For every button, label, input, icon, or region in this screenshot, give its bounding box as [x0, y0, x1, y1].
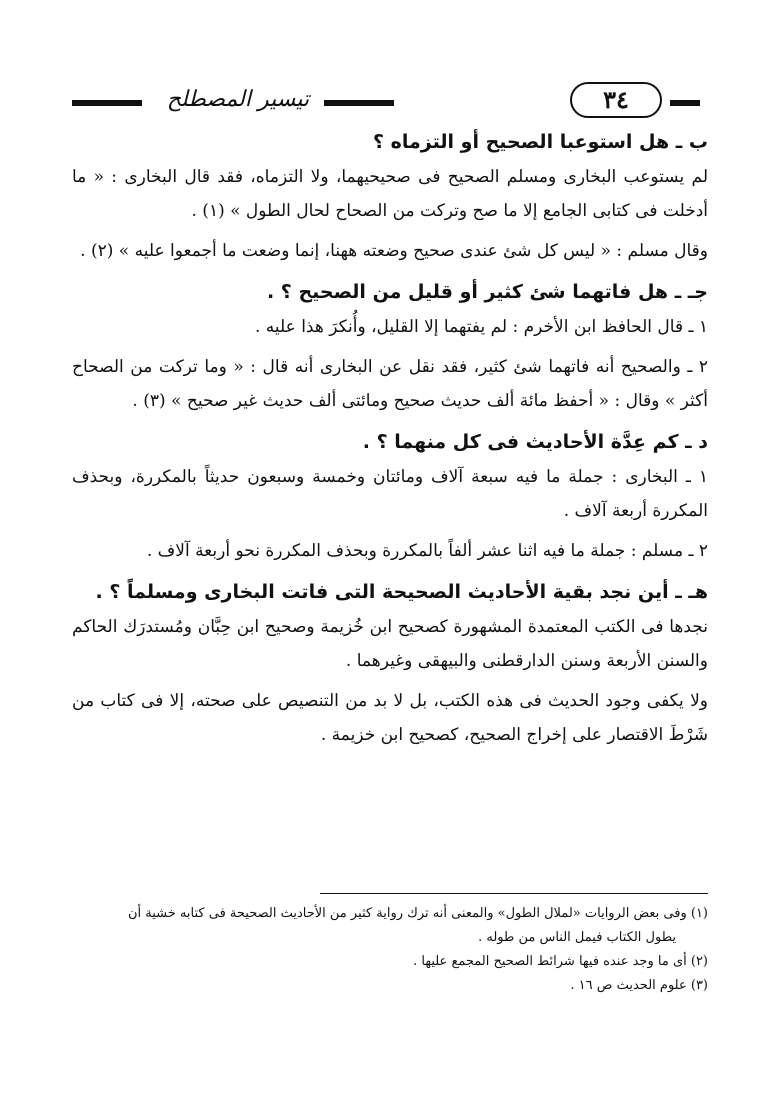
footnote-continuation: يطول الكتاب فيمل الناس من طوله . [478, 930, 676, 945]
section-heading: د ـ كم عِدَّة الأحاديث فى كل منهما ؟ . [362, 431, 708, 453]
page-header [72, 78, 700, 122]
section-heading: هـ ـ أين نجد بقية الأحاديث الصحيحة التى فاتت البخارى ومسلماً ؟ . [95, 581, 708, 603]
paragraph: ١ ـ قال الحافظ ابن الأخرم : لم يفتهما إلا القليل، وأُنكرَ هذا عليه . [254, 317, 708, 337]
page-number-badge: ٣٤ [570, 82, 662, 118]
paragraph: وقال مسلم : « ليس كل شئ عندى صحيح وضعته ههنا، إنما وضعت ما أجمعوا عليه » (٢) . [80, 241, 708, 261]
section-heading: جـ ـ هل فاتهما شئ كثير أو قليل من الصحيح ؟ . [266, 281, 708, 303]
paragraph: لم يستوعب البخارى ومسلم الصحيح فى صحيحيهما، ولا التزماه، فقد قال البخارى : « ما أدخلت فى كتابى الجامع إلا ما صح وتركت من الصحاح لحال الطول » (١) . [72, 167, 708, 221]
paragraph: ٢ ـ مسلم : جملة ما فيه اثنا عشر ألفاً بالمكررة وبحذف المكررة نحو أربعة آلاف . [146, 541, 708, 561]
section-d [72, 424, 708, 568]
paragraph: ١ ـ البخارى : جملة ما فيه سبعة آلاف ومائتان وخمسة وسبعون حديثاً بالمكررة، وبحذف المكررة أربعة آلاف . [72, 467, 708, 521]
paragraph: ولا يكفى وجود الحديث فى هذه الكتب، بل لا بد من التنصيص على صحته، إلا فى كتاب من شَرْطَ الاقتصار على إخراج الصحيح، كصحيح ابن خزيمة . [72, 691, 708, 745]
footnote: (١) وفى بعض الروايات «لملال الطول» والمعنى أنه ترك رواية كثير من الأحاديث الصحيحة فى كتابه خشية أن [128, 906, 708, 921]
footnote: (٣) علوم الحديث ص ١٦ . [570, 978, 708, 993]
footnotes [72, 902, 708, 998]
paragraph: ٢ ـ والصحيح أنه فاتهما شئ كثير، فقد نقل عن البخارى أنه قال : « وما تركت من الصحاح أكثر » وقال : « أحفظ مائة ألف حديث صحيح ومائتى ألف حديث غير صحيح » (٣) . [72, 357, 708, 411]
section-b [72, 124, 708, 268]
header-rule-middle [324, 100, 394, 106]
header-rule-right [670, 100, 700, 106]
footnote: (٢) أى ما وجد عنده فيها شرائط الصحيح المجمع عليها . [413, 954, 708, 969]
header-rule-left [72, 100, 142, 106]
paragraph: نجدها فى الكتب المعتمدة المشهورة كصحيح ابن خُزيمة وصحيح ابن حِبَّان ومُستدرَك الحاكم والسنن الأربعة وسنن الدارقطنى والبيهقى وغيرهما . [72, 617, 708, 671]
section-heading: ب ـ هل استوعبا الصحيح أو التزماه ؟ [373, 131, 708, 153]
footnote-divider [320, 893, 708, 894]
section-j [72, 274, 708, 418]
section-h [72, 574, 708, 752]
page-body [72, 124, 708, 758]
running-title: تيسير المصطلح [166, 87, 310, 112]
